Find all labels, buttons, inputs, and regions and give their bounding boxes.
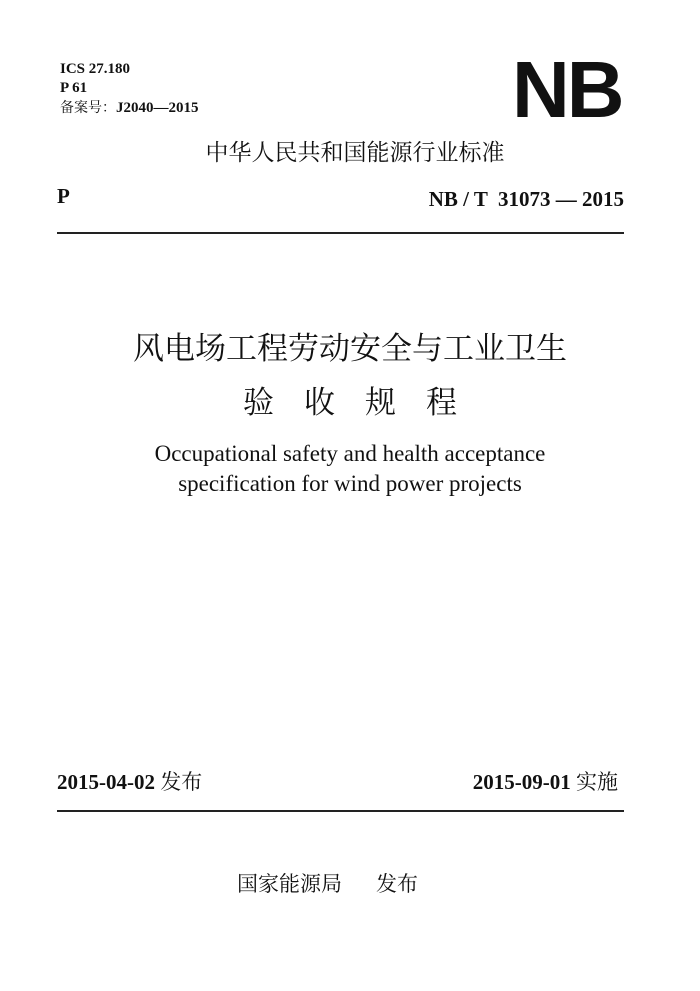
bottom-divider bbox=[57, 810, 624, 812]
title-english-line-2: specification for wind power projects bbox=[178, 471, 522, 496]
ics-code: ICS 27.180 bbox=[60, 61, 131, 77]
standard-number: NB / T 31073 — 2015 bbox=[428, 187, 624, 211]
classification-code: P 61 bbox=[60, 80, 88, 96]
title-english-line-1: Occupational safety and health acceptance bbox=[154, 441, 546, 466]
implementation-label: 实施 bbox=[576, 770, 618, 794]
implementation-date-value: 2015-09-01 bbox=[472, 770, 571, 794]
top-divider bbox=[57, 232, 624, 234]
issue-date bbox=[57, 768, 202, 796]
publisher-name: 国家能源局 bbox=[237, 872, 342, 896]
category-letter: P bbox=[57, 184, 70, 208]
record-number bbox=[60, 99, 199, 117]
standard-body-name: 中华人民共和国能源行业标准 bbox=[205, 140, 505, 166]
implementation-date bbox=[473, 768, 618, 796]
title-chinese-line-2: 验收规程 bbox=[243, 385, 487, 421]
record-label: 备案号： bbox=[60, 100, 116, 116]
publisher bbox=[237, 870, 418, 898]
record-number-value: J2040—2015 bbox=[116, 100, 199, 116]
issue-date-value: 2015-04-02 bbox=[57, 770, 155, 794]
issue-label: 发布 bbox=[160, 770, 203, 794]
nb-logo: NB bbox=[512, 45, 622, 134]
publisher-action: 发布 bbox=[376, 872, 418, 896]
title-chinese-line-1: 风电场工程劳动安全与工业卫生 bbox=[133, 331, 567, 367]
